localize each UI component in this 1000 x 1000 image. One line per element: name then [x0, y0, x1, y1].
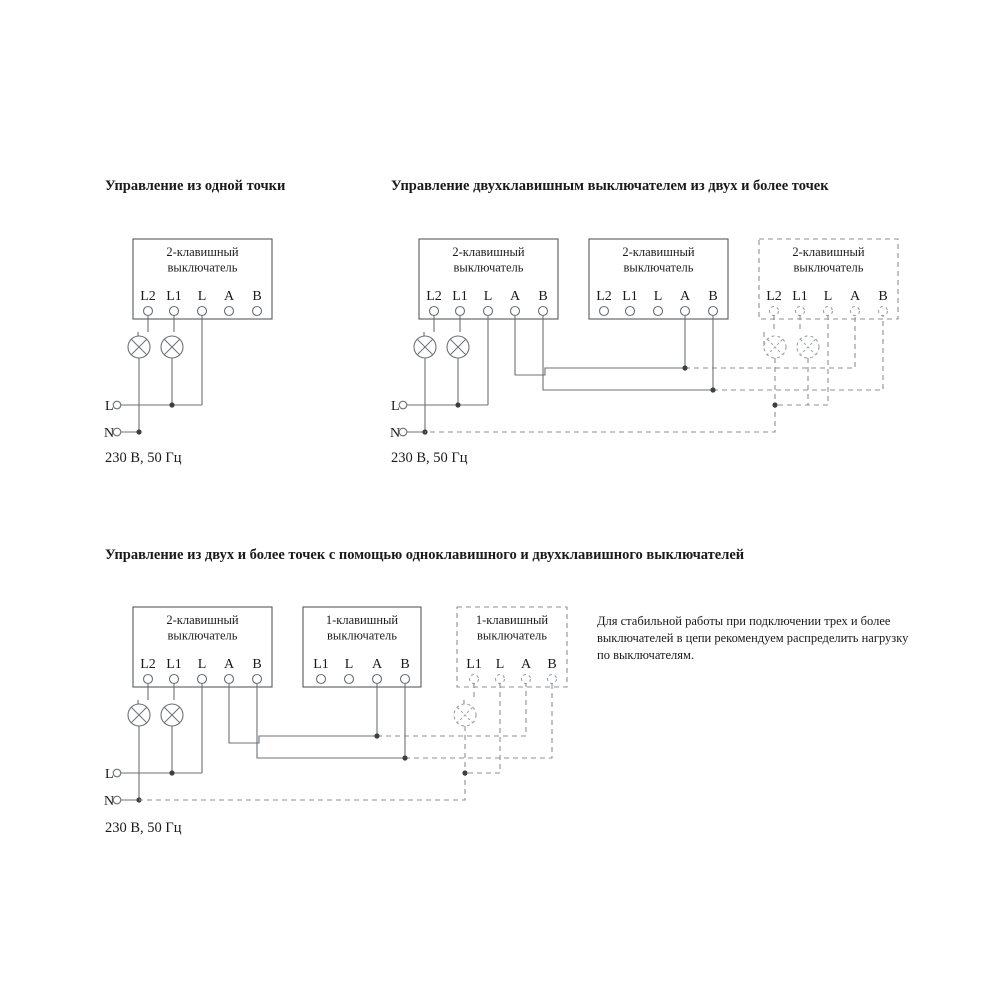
supply-label-L-2: L — [391, 399, 400, 414]
terminal-3-1-A — [225, 675, 234, 684]
junction-dot-3-3 — [374, 733, 379, 738]
terminal-label-2-3-A: A — [849, 289, 861, 304]
switch-title-line2-2-2: выключатель — [623, 260, 694, 275]
supply-terminal-L-1 — [113, 401, 121, 409]
terminal-label-2-1-L2: L2 — [426, 289, 442, 304]
terminal-2-2-B — [709, 307, 718, 316]
voltage-label-mixed-multipoint: 230 В, 50 Гц — [105, 820, 182, 836]
section-title-one-point: Управление из одной точки — [105, 178, 286, 194]
terminal-3-2-B — [401, 675, 410, 684]
terminal-label-3-1-B: B — [252, 657, 262, 672]
load-distribution-note: Для стабильной работы при подключении трех и более выключателей в цепи рекомендуем распределить нагрузку по выключателям. — [597, 614, 909, 662]
terminal-label-3-3-A: A — [520, 657, 532, 672]
terminal-2-1-L — [484, 307, 493, 316]
terminal-2-3-L — [824, 307, 833, 316]
supply-terminal-N-1 — [113, 428, 121, 436]
supply-terminal-L-3 — [113, 769, 121, 777]
terminal-2-2-L — [654, 307, 663, 316]
junction-dot-3-4 — [402, 755, 407, 760]
terminal-1-1-A — [225, 307, 234, 316]
terminal-label-3-2-L1: L1 — [313, 657, 329, 672]
terminal-label-2-2-L1: L1 — [622, 289, 638, 304]
terminal-2-3-L2 — [770, 307, 779, 316]
junction-dot-1-2 — [169, 402, 174, 407]
switch-title-line1-2-3: 2-клавишный — [792, 245, 865, 259]
terminal-label-2-2-B: B — [708, 289, 718, 304]
terminal-2-2-L1 — [626, 307, 635, 316]
terminal-label-1-1-L1: L1 — [166, 289, 182, 304]
switch-title-line1-1-1: 2-клавишный — [166, 245, 239, 259]
terminal-3-1-B — [253, 675, 262, 684]
switch-title-line2-3-3: выключатель — [477, 628, 547, 643]
interconnect-A-3-dashed — [377, 683, 526, 736]
terminal-2-3-L1 — [796, 307, 805, 316]
terminal-label-2-2-L: L — [653, 289, 663, 304]
terminal-label-3-2-B: B — [400, 657, 410, 672]
junction-dot-2-4 — [710, 387, 715, 392]
interconnect-B-3-dashed — [405, 683, 552, 758]
terminal-label-1-1-L2: L2 — [140, 289, 156, 304]
terminal-3-3-L1 — [470, 675, 479, 684]
supply-terminal-N-3 — [113, 796, 121, 804]
switch-title-line1-3-1: 2-клавишный — [166, 613, 239, 627]
terminal-label-1-1-L: L — [197, 289, 207, 304]
terminal-3-3-B — [548, 675, 557, 684]
terminal-label-2-2-L2: L2 — [596, 289, 612, 304]
interconnect-B-3 — [257, 683, 405, 758]
terminal-2-3-A — [851, 307, 860, 316]
supply-label-L-1: L — [105, 399, 114, 414]
terminal-label-3-3-B: B — [547, 657, 557, 672]
interconnect-B-2 — [543, 315, 713, 390]
voltage-label-one-point: 230 В, 50 Гц — [105, 450, 182, 466]
section-title-mixed-multipoint: Управление из двух и более точек с помощью одноклавишного и двухклавишного выключателей — [105, 547, 745, 563]
switch-title-line2-3-1: выключатель — [167, 628, 238, 643]
junction-dot-2-3 — [682, 365, 687, 370]
terminal-3-2-L — [345, 675, 354, 684]
supply-label-L-3: L — [105, 767, 114, 782]
terminal-label-2-2-A: A — [679, 289, 691, 304]
terminal-label-2-3-L: L — [823, 289, 833, 304]
terminal-1-1-B — [253, 307, 262, 316]
junction-dot-2-5 — [772, 402, 777, 407]
terminal-2-3-B — [879, 307, 888, 316]
terminal-3-3-A — [522, 675, 531, 684]
terminal-1-1-L2 — [144, 307, 153, 316]
interconnect-B-2-dashed — [713, 315, 883, 390]
terminal-label-3-3-L1: L1 — [466, 657, 482, 672]
switch-title-line2-1-1: выключатель — [167, 260, 238, 275]
remote-L-branch-2 — [775, 315, 828, 405]
terminal-label-2-1-L1: L1 — [452, 289, 468, 304]
terminal-label-3-1-L2: L2 — [140, 657, 156, 672]
remote-N-branch-2 — [425, 358, 775, 432]
supply-label-N-2: N — [390, 426, 401, 441]
terminal-3-2-L1 — [317, 675, 326, 684]
switch-title-line2-3-2: выключатель — [327, 628, 397, 643]
terminal-label-1-1-B: B — [252, 289, 262, 304]
terminal-label-3-3-L: L — [495, 657, 505, 672]
junction-dot-2-2 — [455, 402, 460, 407]
voltage-label-two-gang-multipoint: 230 В, 50 Гц — [391, 450, 468, 466]
terminal-label-3-1-L1: L1 — [166, 657, 182, 672]
circuit-mixed-multipoint — [104, 607, 567, 809]
terminal-3-1-L2 — [144, 675, 153, 684]
terminal-label-2-1-B: B — [538, 289, 548, 304]
supply-label-N-1: N — [104, 426, 115, 441]
supply-label-N-3: N — [104, 794, 115, 809]
terminal-label-3-2-A: A — [371, 657, 383, 672]
interconnect-A-2 — [515, 315, 685, 375]
section-title-two-gang-multipoint: Управление двухклавишным выключателем из двух и более точек — [391, 178, 829, 194]
terminal-label-3-1-L: L — [197, 657, 207, 672]
terminal-2-1-A — [511, 307, 520, 316]
terminal-3-2-A — [373, 675, 382, 684]
switch-title-line2-2-3: выключатель — [793, 260, 864, 275]
terminal-1-1-L — [198, 307, 207, 316]
terminal-3-3-L — [496, 675, 505, 684]
terminal-2-2-A — [681, 307, 690, 316]
junction-dot-3-2 — [169, 770, 174, 775]
terminal-label-2-1-A: A — [509, 289, 521, 304]
terminal-3-1-L1 — [170, 675, 179, 684]
terminal-label-3-2-L: L — [344, 657, 354, 672]
terminal-2-1-L2 — [430, 307, 439, 316]
terminal-label-2-3-L2: L2 — [766, 289, 782, 304]
terminal-label-1-1-A: A — [223, 289, 235, 304]
terminal-3-1-L — [198, 675, 207, 684]
switch-title-line1-2-1: 2-клавишный — [452, 245, 525, 259]
circuit-one-point — [104, 239, 272, 441]
terminal-2-1-B — [539, 307, 548, 316]
terminal-1-1-L1 — [170, 307, 179, 316]
circuit-two-gang-multipoint — [390, 239, 898, 441]
interconnect-A-3 — [229, 683, 377, 743]
terminal-label-2-3-L1: L1 — [792, 289, 808, 304]
terminal-label-2-1-L: L — [483, 289, 493, 304]
switch-title-line1-2-2: 2-клавишный — [622, 245, 695, 259]
junction-dot-1-1 — [136, 429, 141, 434]
terminal-label-2-3-B: B — [878, 289, 888, 304]
junction-dot-3-5 — [462, 770, 467, 775]
terminal-2-1-L1 — [456, 307, 465, 316]
terminal-label-3-1-A: A — [223, 657, 235, 672]
switch-title-line1-3-3: 1-клавишный — [475, 613, 549, 627]
supply-terminal-N-2 — [399, 428, 407, 436]
remote-L-branch-3 — [465, 683, 500, 773]
switch-title-line1-3-2: 1-клавишный — [325, 613, 399, 627]
terminal-2-2-L2 — [600, 307, 609, 316]
switch-title-line2-2-1: выключатель — [453, 260, 524, 275]
remote-N-branch-3 — [139, 726, 465, 800]
supply-terminal-L-2 — [399, 401, 407, 409]
